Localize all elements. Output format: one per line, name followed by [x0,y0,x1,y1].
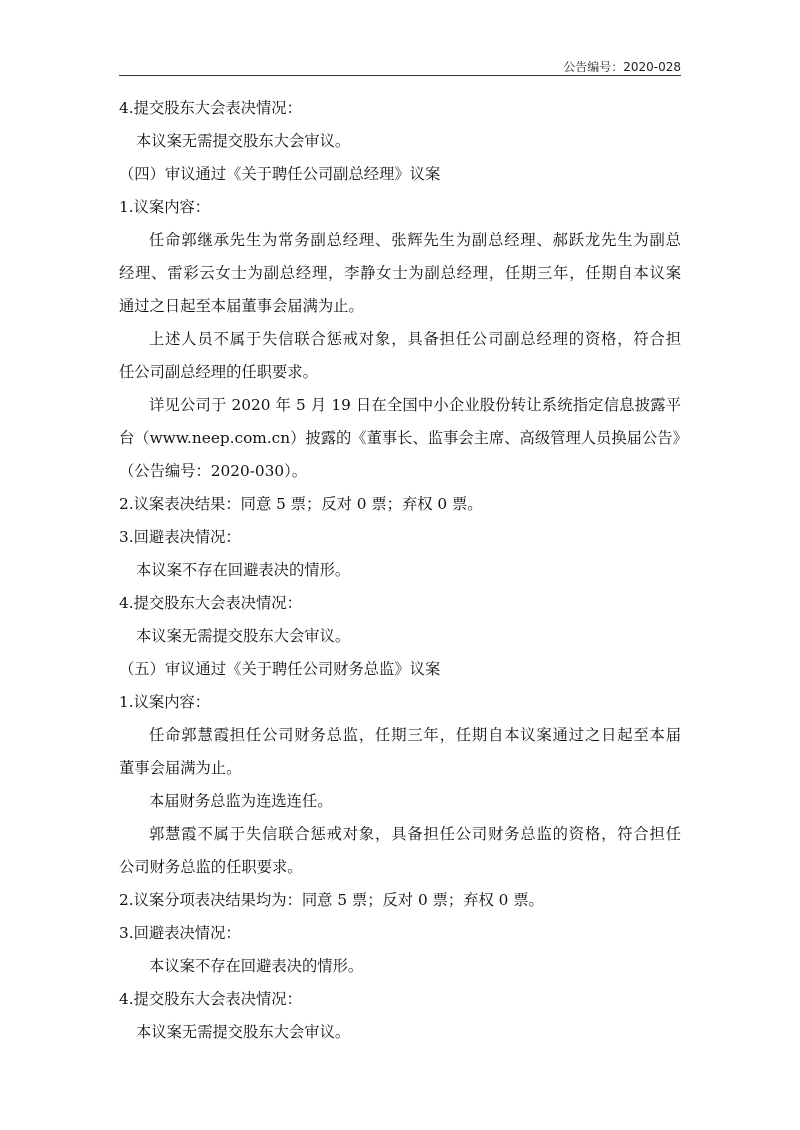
paragraph: 通过之日起至本届董事会届满为止。 [119,297,364,315]
paragraph: 郭慧霞不属于失信联合惩戒对象，具备担任公司财务总监的资格，符合担任 [149,825,681,843]
header-rule [119,75,681,76]
paragraph: 公司财务总监的任职要求。 [119,858,303,876]
paragraph: （公告编号：2020-030）。 [119,462,308,480]
vote-result: 2.议案表决结果：同意 5 票；反对 0 票；弃权 0 票。 [119,495,483,513]
section-heading: 1.议案内容： [119,693,211,711]
paragraph: 本议案无需提交股东大会审议。 [136,627,351,645]
paragraph: 本议案不存在回避表决的情形。 [149,957,364,975]
paragraph: 任命郭继承先生为常务副总经理、张辉先生为副总经理、郝跃龙先生为副总 [149,231,681,249]
section-heading: 4.提交股东大会表决情况： [119,990,302,1008]
vote-result: 2.议案分项表决结果均为：同意 5 票；反对 0 票；弃权 0 票。 [119,891,544,909]
section-heading: 3.回避表决情况： [119,528,241,546]
paragraph: 董事会届满为止。 [119,759,242,777]
section-heading: 4.提交股东大会表决情况： [119,99,302,117]
paragraph: 上述人员不属于失信联合惩戒对象，具备担任公司副总经理的资格，符合担 [149,330,681,348]
paragraph: 任公司副总经理的任职要求。 [119,363,318,381]
paragraph: 本议案不存在回避表决的情形。 [136,561,351,579]
paragraph: 详见公司于 2020 年 5 月 19 日在全国中小企业股份转让系统指定信息披露平 [149,396,681,414]
section-heading: 3.回避表决情况： [119,924,241,942]
paragraph: 本议案无需提交股东大会审议。 [136,1023,351,1041]
paragraph: 经理、雷彩云女士为副总经理，李静女士为副总经理，任期三年，任期自本议案 [119,264,681,282]
paragraph: 任命郭慧霞担任公司财务总监，任期三年，任期自本议案通过之日起至本届 [149,726,681,744]
section-heading: 1.议案内容： [119,198,211,216]
announcement-number: 公告编号：2020-028 [563,60,681,74]
paragraph: 本议案无需提交股东大会审议。 [136,132,351,150]
paragraph: 台（www.neep.com.cn）披露的《董事长、监事会主席、高级管理人员换届公告》 [119,429,688,447]
paragraph: 本届财务总监为连选连任。 [149,792,333,810]
motion-heading: （五）审议通过《关于聘任公司财务总监》议案 [119,660,441,678]
motion-heading: （四）审议通过《关于聘任公司副总经理》议案 [119,165,441,183]
section-heading: 4.提交股东大会表决情况： [119,594,302,612]
